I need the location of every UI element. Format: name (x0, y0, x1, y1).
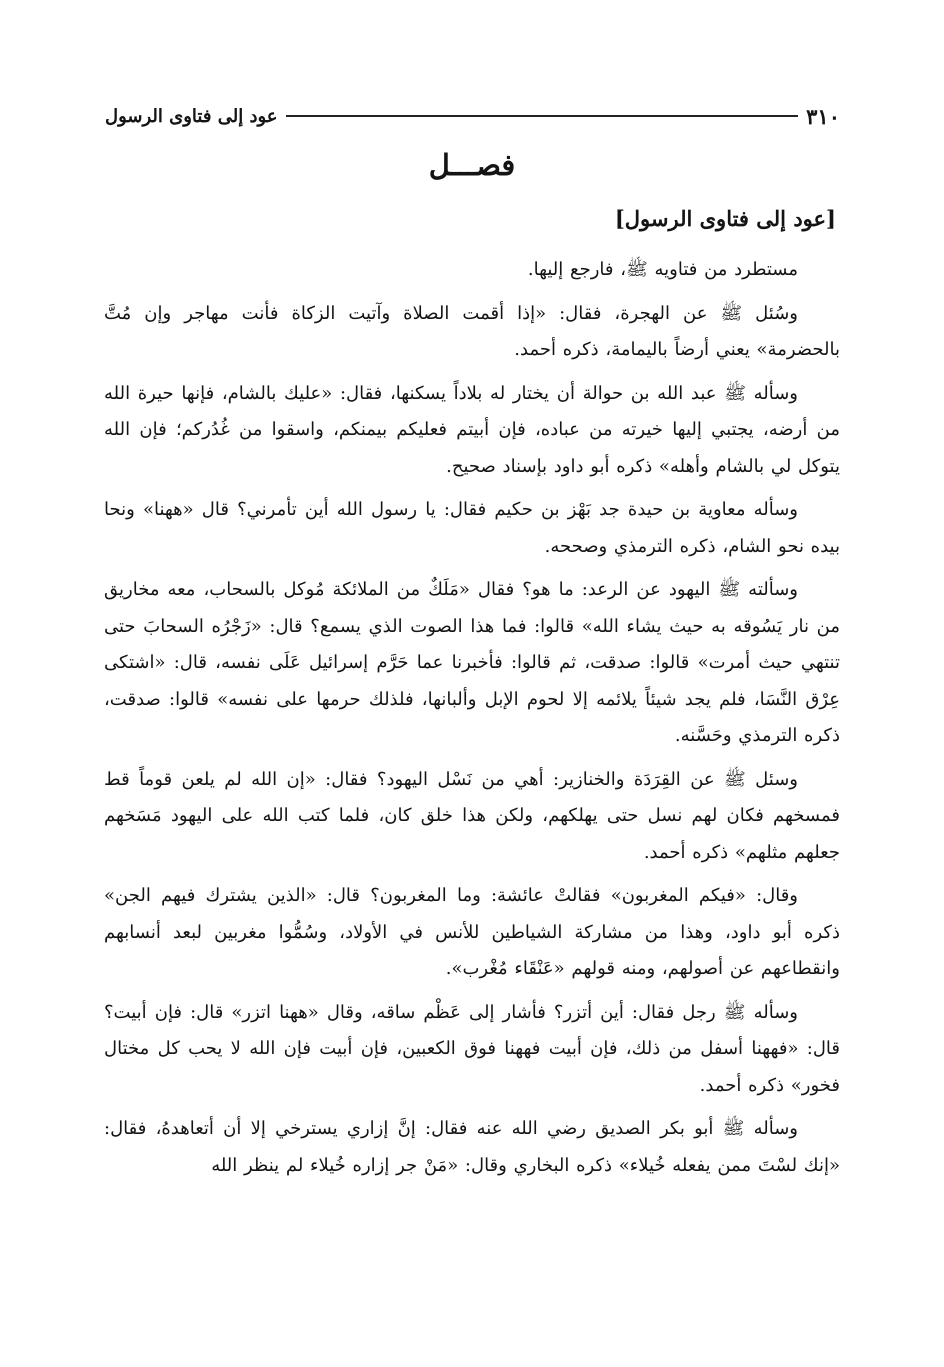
paragraph: وسُئل ﷺ عن الهجرة، فقال: «إذا أقمت الصلاة وآتيت الزكاة فأنت مهاجر وإن مُتَّ بالحضرمة» يعني أرضاً باليمامة، ذكره أحمد. (104, 302, 840, 360)
paragraph: وقال: «فيكم المغربون» فقالتْ عائشة: وما المغربون؟ قال: «الذين يشترك فيهم الجن» ذكره أبو داود، وهذا من مشاركة الشياطين للأنس في الأولاد، وسُمُّوا مغربين لبعد أنسابهم وانقطاعهم عن أصولهم، ومنه قولهم «عَنْقَاء مُغْرب». (104, 885, 840, 979)
paragraph: وسأله معاوية بن حيدة جد بَهْز بن حكيم فقال: يا رسول الله أين تأمرني؟ قال «ههنا» ونحا بيده نحو الشام، ذكره الترمذي وصححه. (104, 499, 840, 557)
paragraph: وسألته ﷺ اليهود عن الرعد: ما هو؟ فقال «مَلَكٌ من الملائكة مُوكل بالسحاب، معه مخاريق من نار يَسُوقه به حيث يشاء الله» قالوا: فما هذا الصوت الذي يسمع؟ قال: «زَجْرُه السحابَ حتى تنتهي حيث أمرت» قالوا: صدقت، ثم قالوا: فأخبرنا عما حَرَّم إسرائيل عَلَى نفسه، قال: «اشتكى عِرْق النَّسَا، فلم يجد شيئاً يلائمه إلا لحوم الإبل وألبانها، فلذلك حرمها على نفسه» قالوا: صدقت، ذكره الترمذي وحَسَّنه. (104, 579, 840, 746)
paragraph: وسأله ﷺ رجل فقال: أين أتزر؟ فأشار إلى عَظْم ساقه، وقال «ههنا اتزر» قال: فإن أبيت؟ قال: «فههنا أسفل من ذلك، فإن أبيت فههنا فوق الكعبين، فإن أبيت فإن الله لا يحب كل مختال فخور» ذكره أحمد. (104, 1001, 840, 1096)
section-title: [عود إلى فتاوى الرسول] (614, 206, 836, 231)
chapter-heading: فصـــل (428, 148, 516, 182)
paragraph: وسأله ﷺ أبو بكر الصديق رضي الله عنه فقال: إنَّ إزاري يسترخي إلا أن أتعاهدهُ، فقال: «إنك لسْتَ ممن يفعله خُيلاء» ذكره البخاري وقال: «مَنْ جر إزاره خُيلاء لم ينظر الله (104, 1118, 840, 1176)
paragraph: وسأله ﷺ عبد الله بن حوالة أن يختار له بلاداً يسكنها، فقال: «عليك بالشام، فإنها حيرة الله من أرضه، يجتبي إليها خيرته من عباده، فإن أبيتم فعليكم بيمنكم، واسقوا من غُدُركم؛ فإن الله يتوكل لي بالشام وأهله» ذكره أبو داود بإسناد صحيح. (104, 382, 840, 477)
paragraph: وسئل ﷺ عن القِرَدَة والخنازير: أهي من نَسْل اليهود؟ فقال: «إن الله لم يلعن قوماً قط فمسخهم فكان لهم نسل حتى يهلكهم، ولكن هذا خلق كان، فلما كتب الله على اليهود مَسَخهم جعلهم مثلهم» ذكره أحمد. (104, 768, 840, 863)
header-rule (286, 115, 799, 117)
running-title: عود إلى فتاوى الرسول (105, 105, 278, 127)
paragraph: مستطرد من فتاويه ﷺ، فارجع إليها. (527, 259, 798, 280)
body-text (104, 252, 840, 1191)
page-number: ٣١٠ (806, 103, 840, 129)
running-header (105, 98, 840, 134)
